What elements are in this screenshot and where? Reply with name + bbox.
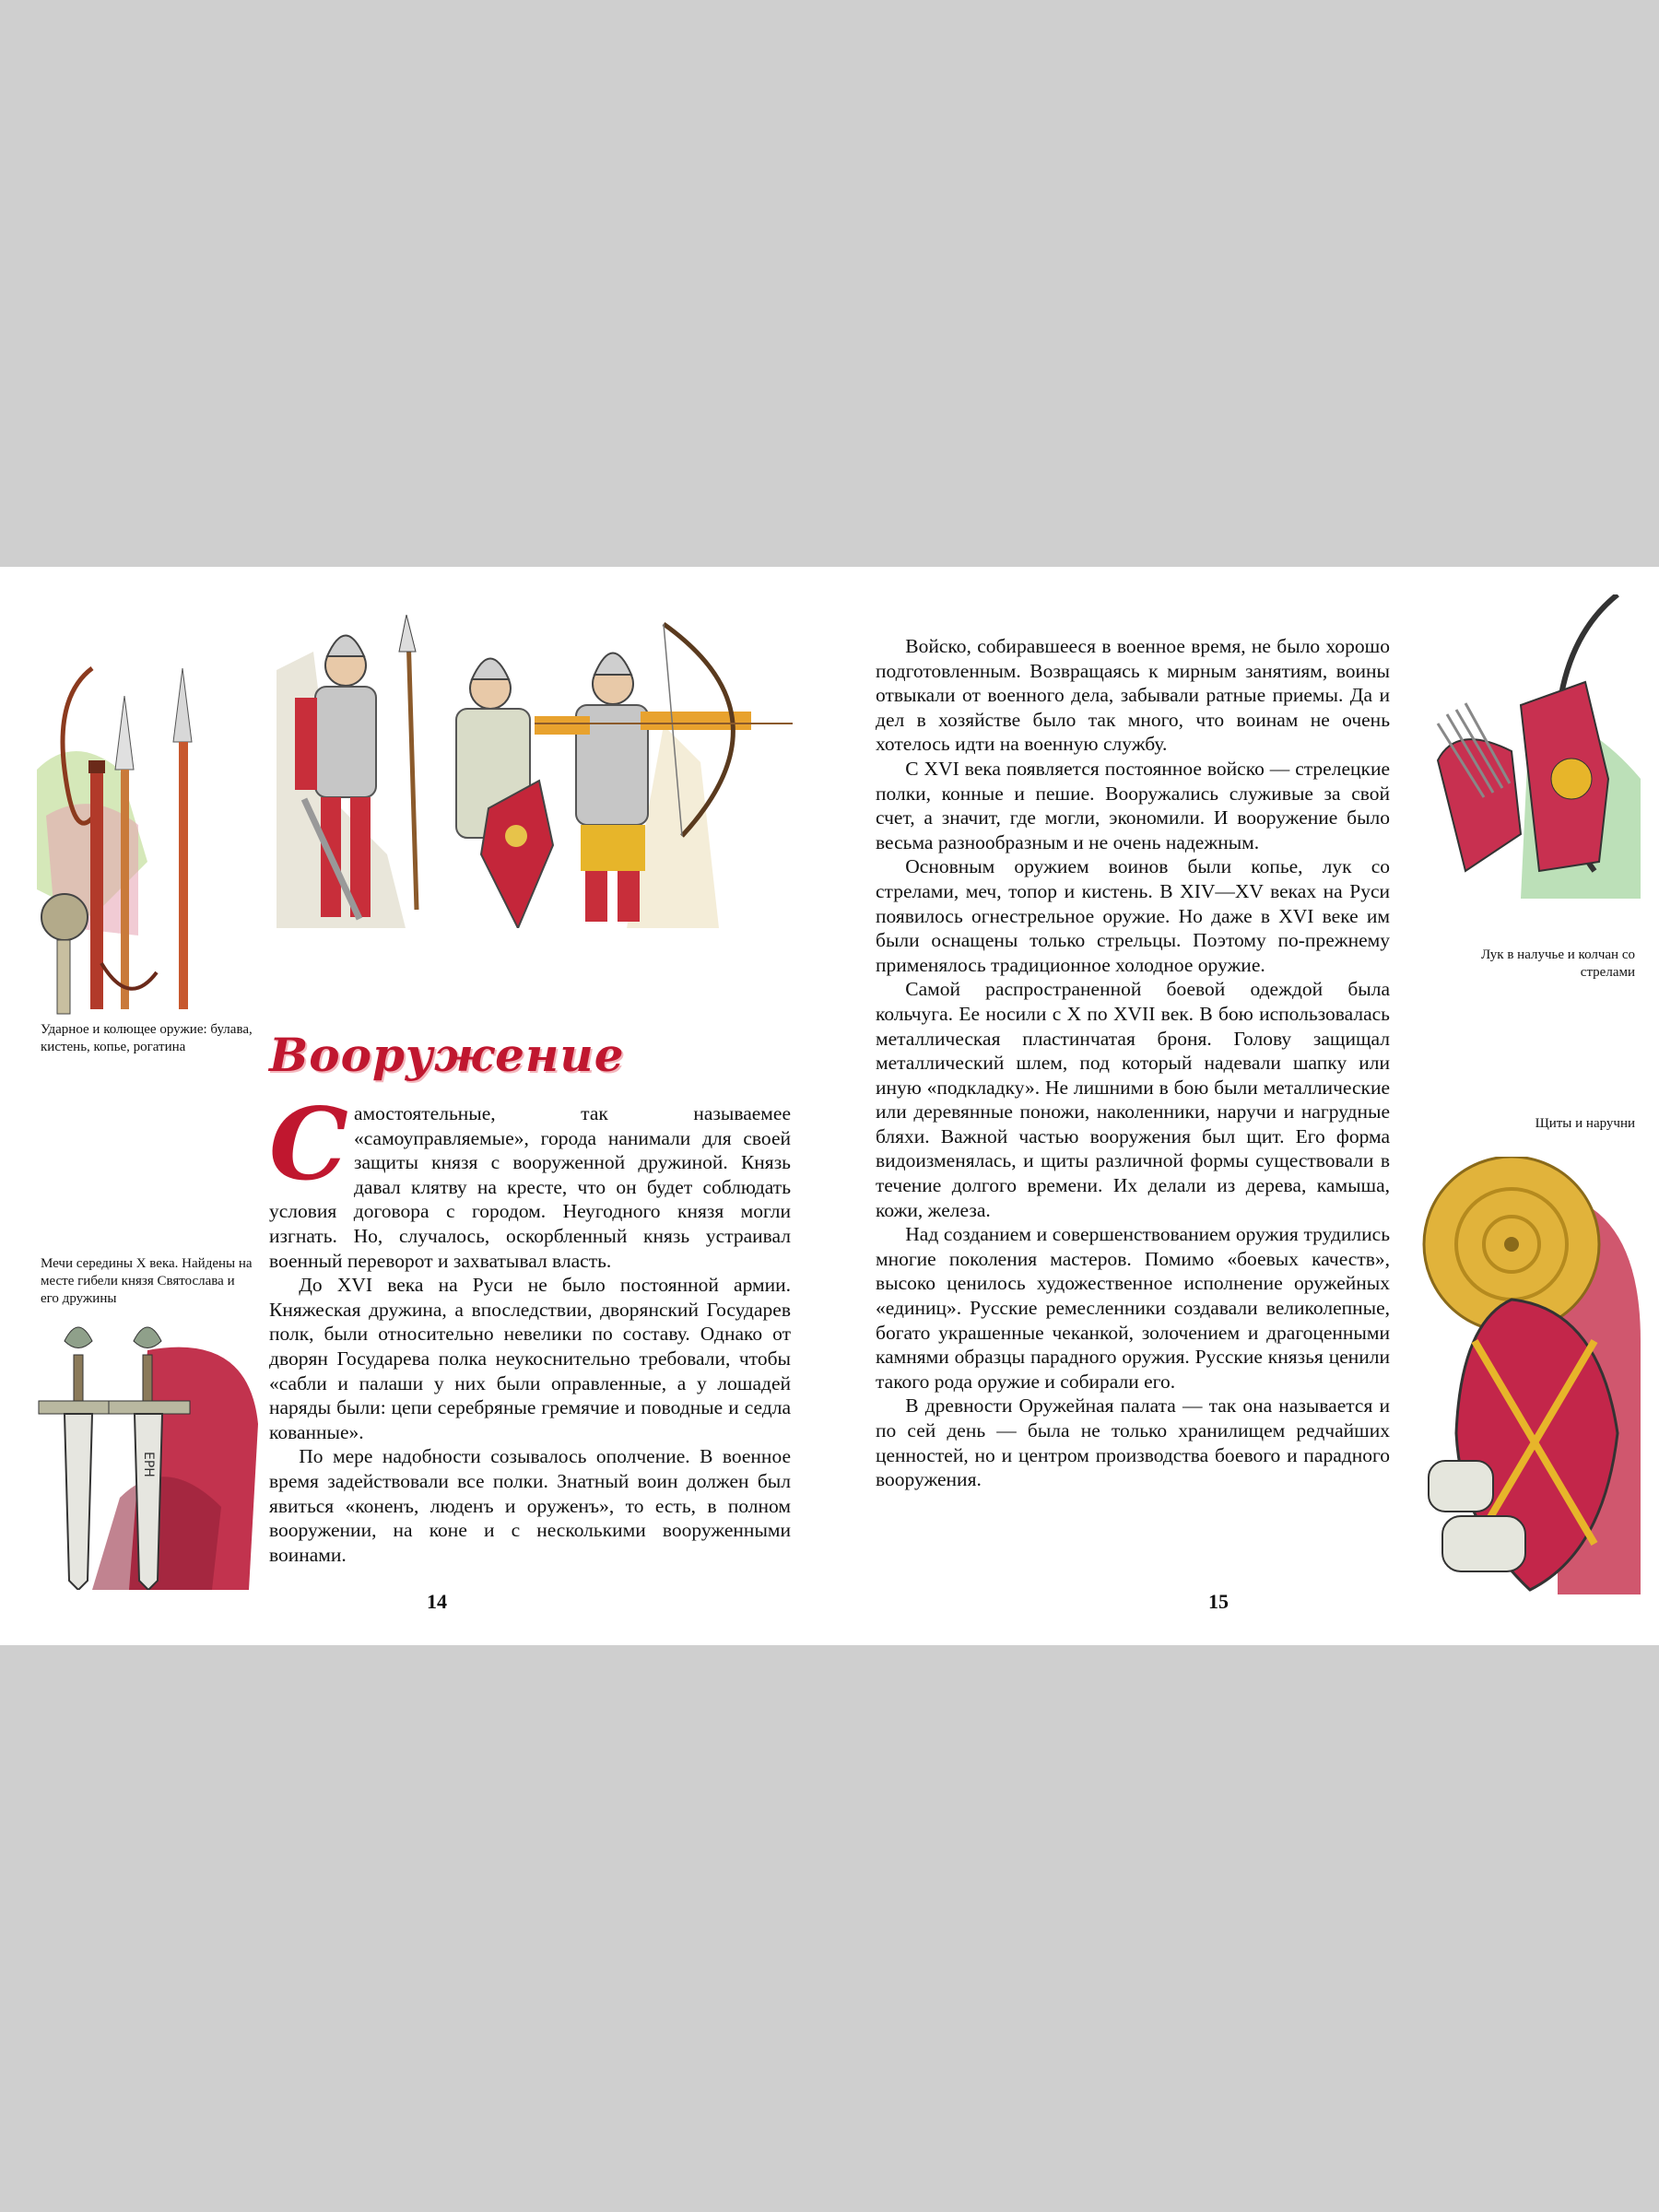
warriors-illustration	[276, 615, 820, 928]
first-paragraph: Самостоятельные, так называемее «самоуправляемые», города нанимали для своей защиты князя с вооруженной дружиной. Князь давал клятву на кресте, что он будет соблюдать условия договора с городом. Неугодного князя могли изгнать. Но, случалось, оскорбленный князь устраивал военный переворот и захватывал власть.	[269, 1087, 791, 1272]
weapons-illustration	[37, 659, 258, 1018]
right-page	[830, 567, 1659, 1645]
right-body-text	[876, 634, 1390, 1492]
dropcap: С	[269, 1087, 348, 1203]
page-number-left: 14	[427, 1590, 447, 1613]
left-page	[0, 567, 830, 1645]
paragraph: Войско, собиравшееся в военное время, не было хорошо подготовленным. Возвращаясь к мирным занятиям, воины отвыкали от военного дела, забывали ратные приемы. Да и дел в хозяйстве было так много, что воинам не очень хотелось идти на военную службу.	[876, 635, 1390, 756]
paragraph: В древности Оружейная палата — так она называется и по сей день — была не только хранилищем редчайших ценностей, но и центром производства боевого и парадного вооружения.	[876, 1394, 1390, 1491]
left-body-text	[269, 1087, 791, 1567]
caption-bow: Лук в налучье и колчан со стрелами	[1481, 947, 1635, 980]
paragraph: С XVI века появляется постоянное войско — стрелецкие полки, конные и пешие. Вооружались служивые за свой счет, а значит, где могли, экономили. И вооружение было весьма разнообразным и не очень надежным.	[876, 757, 1390, 853]
caption-shields: Щиты и наручни	[1535, 1116, 1635, 1131]
swords-illustration	[37, 1313, 258, 1590]
paragraph: Основным оружием воинов были копье, лук со стрелами, меч, топор и кистень. В XIV—XV веках на Руси появилось огнестрельное оружие. Но даже в XVI веке им были оснащены только стрельцы. Поэтому по-прежнему применялось традиционное холодное оружие.	[876, 855, 1390, 976]
paragraph: По мере надобности созывалось ополчение. В военное время задействовали все полки. Знатный воин должен был явиться «коненъ, люденъ и оруженъ», то есть, в полном вооружении, на коне и с несколькими вооруженными воинами.	[269, 1445, 791, 1566]
caption-swords: Мечи середины X века. Найдены на месте гибели князя Святослава и его дружины	[41, 1256, 253, 1306]
shields-illustration	[1419, 1157, 1641, 1594]
caption-weapons: Ударное и колющее оружие: булава, кистень, копье, рогатина	[41, 1022, 253, 1054]
paragraph: До XVI века на Руси не было постоянной армии. Княжеская дружина, а впоследствии, дворянский Государев полк, были относительно невелики по составу. Однако от дворян Государева полка неукоснительно требовали, чтобы «сабли и палаши у них были оправленные, а у лошадей наряды были: цепи серебряные гремячие и поводные и седла кованные».	[269, 1274, 791, 1443]
paragraph: Над созданием и совершенствованием оружия трудились многие поколения мастеров. Помимо «боевых качеств», высоко ценилось художественное исполнение оружейных «единиц». Русские ремесленники создавали великолепные, богато украшенные чеканкой, золочением и драгоценными камнями образцы парадного оружия. Русские князья ценили такого рода оружие и собирали его.	[876, 1223, 1390, 1393]
page-title: Вооружение	[269, 1028, 625, 1082]
paragraph: Самой распространенной боевой одеждой была кольчуга. Ее носили с X по XVII век. В бою использовалась металлическая пластинчатая броня. Голову защищал металлический шлем, под который надевали шапку или иную «подкладку». Не лишними в бою были металлические или деревянные поножи, наколенники, наручи и нагрудные бляхи. Важной частью вооружения был щит. Его форма видоизменялась, и щиты различной формы существовали в течение долгого времени. Их делали из дерева, камыша, кожи, железа.	[876, 978, 1390, 1221]
sword-runes: ЕРН	[141, 1452, 156, 1477]
book-spread	[0, 567, 1659, 1645]
page-number-right: 15	[1208, 1590, 1229, 1613]
bow-quiver-illustration	[1410, 594, 1641, 899]
